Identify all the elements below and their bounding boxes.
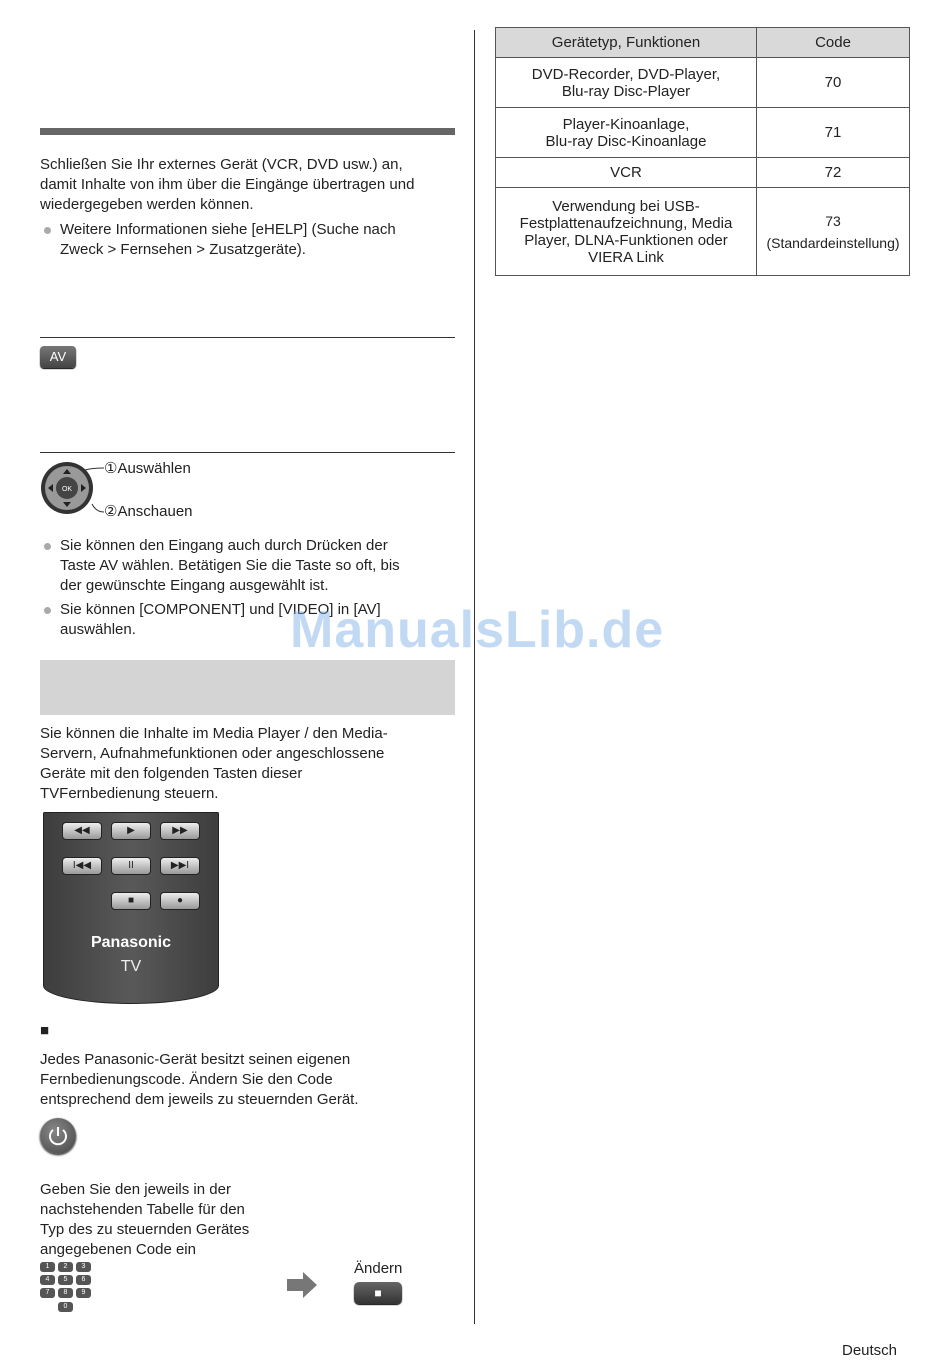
step-select-label: ①Auswählen [104,460,191,477]
bullet-line: Zweck > Fernsehen > Zusatzgeräte). [60,241,306,258]
column-header: Gerätetyp, Funktionen [496,28,757,58]
bullet-line: Taste AV wählen. Betätigen Sie die Taste so oft, bis [60,557,400,574]
type-cell: VCR [496,158,757,188]
code-cell: 72 [757,158,910,188]
bullet-line: Sie können [COMPONENT] und [VIDEO] in [AV] [60,601,381,618]
remote-model: TV [120,958,142,975]
instruction-line: Geben Sie den jeweils in der [40,1181,231,1198]
cell-line: DVD-Recorder, DVD-Player, [531,65,721,83]
number-key[interactable]: 2 [58,1262,73,1272]
arrow-right-icon [287,1272,317,1303]
code-line: Jedes Panasonic-Gerät besitzt seinen eigenen [40,1051,351,1068]
power-button-icon[interactable] [40,1118,76,1154]
table-row [496,158,910,188]
cell-line: Festplattenaufzeichnung, Media [519,214,733,232]
section-header-bar [40,660,455,715]
column-divider [474,30,475,1324]
cell-line: VIERA Link [588,248,664,266]
cell-line: Blu-ray Disc-Player [561,82,691,100]
media-line: Servern, Aufnahmefunktionen oder angeschlossene [40,745,385,762]
pause-button[interactable]: II [111,857,151,875]
note-bullet [40,536,460,596]
instruction-line: angegebenen Code ein [40,1241,196,1258]
bullet-dot [44,227,51,234]
bullet-dot [44,607,51,614]
code-table [495,27,910,276]
watermark: ManualsLib.de [290,601,665,659]
cell-line: Player, DLNA-Funktionen oder [524,231,728,249]
code-line: Fernbedienungscode. Ändern Sie den Code [40,1071,333,1088]
number-key[interactable]: 8 [58,1288,73,1298]
table-row [496,58,910,108]
divider [40,452,455,453]
bullet-line: auswählen. [60,621,136,638]
av-button[interactable]: AV [40,346,76,368]
media-line: TVFernbedienung steuern. [40,785,219,802]
cell-line: 73 [825,212,841,229]
table-header-row [496,28,910,58]
code-cell: 71 [757,108,910,158]
intro-line: wiedergegeben werden können. [40,196,254,213]
cell-line: Blu-ray Disc-Kinoanlage [545,132,707,150]
number-keys [40,1262,100,1316]
number-key[interactable]: 3 [76,1262,91,1272]
bullet-line: Sie können den Eingang auch durch Drücken der [60,537,388,554]
number-key[interactable]: 1 [40,1262,55,1272]
bullet-line: der gewünschte Eingang ausgewählt ist. [60,577,329,594]
media-line: Sie können die Inhalte im Media Player / den Media- [40,725,388,742]
record-button[interactable]: ● [160,892,200,910]
bullet-line: Weitere Informationen siehe [eHELP] (Suche nach [60,221,396,238]
media-paragraph [40,724,460,804]
bullet-dot [44,543,51,550]
remote-control [43,812,219,1004]
cell-line: (Standardeinstellung) [766,234,900,251]
change-label: Ändern [354,1260,403,1277]
code-line: entsprechend dem jeweils zu steuernden Gerät. [40,1091,359,1108]
remote-brand: Panasonic [90,934,172,951]
cell-line: Verwendung bei USB- [552,197,700,215]
fast-forward-button[interactable]: ▶▶ [160,822,200,840]
intro-line: damit Inhalte von ihm über die Eingänge übertragen und [40,176,415,193]
number-key[interactable]: 9 [76,1288,91,1298]
number-key[interactable]: 4 [40,1275,55,1285]
table-row [496,188,910,276]
type-cell [496,188,757,276]
divider [40,337,455,338]
change-stop-button[interactable]: ■ [354,1282,402,1304]
code-paragraph [40,1050,460,1110]
skip-forward-button[interactable]: ▶▶I [160,857,200,875]
intro-line: Schließen Sie Ihr externes Gerät (VCR, DVD usw.) an, [40,156,403,173]
section-top-bar [40,128,455,135]
intro-bullet [40,220,460,260]
number-key[interactable]: 0 [58,1302,73,1312]
instruction-line: nachstehenden Tabelle für den [40,1201,245,1218]
stop-button[interactable]: ■ [111,892,151,910]
type-cell [496,58,757,108]
code-cell [757,188,910,276]
type-cell [496,108,757,158]
table-row [496,108,910,158]
skip-back-button[interactable]: I◀◀ [62,857,102,875]
column-header: Code [757,28,910,58]
instruction-line: Typ des zu steuernden Gerätes [40,1221,250,1238]
section-marker: ■ [40,1022,50,1039]
instruction-paragraph [40,1180,300,1260]
cell-line: Player-Kinoanlage, [562,115,690,133]
step-watch-label: ②Anschauen [104,503,193,520]
intro-paragraph [40,155,460,215]
footer-language: Deutsch [842,1342,898,1359]
media-line: Geräte mit den folgenden Tasten dieser [40,765,303,782]
rewind-button[interactable]: ◀◀ [62,822,102,840]
number-key[interactable]: 7 [40,1288,55,1298]
svg-text:OK: OK [61,486,73,493]
number-key[interactable]: 6 [76,1275,91,1285]
code-cell: 70 [757,58,910,108]
number-key[interactable]: 5 [58,1275,73,1285]
play-button[interactable]: ▶ [111,822,151,840]
